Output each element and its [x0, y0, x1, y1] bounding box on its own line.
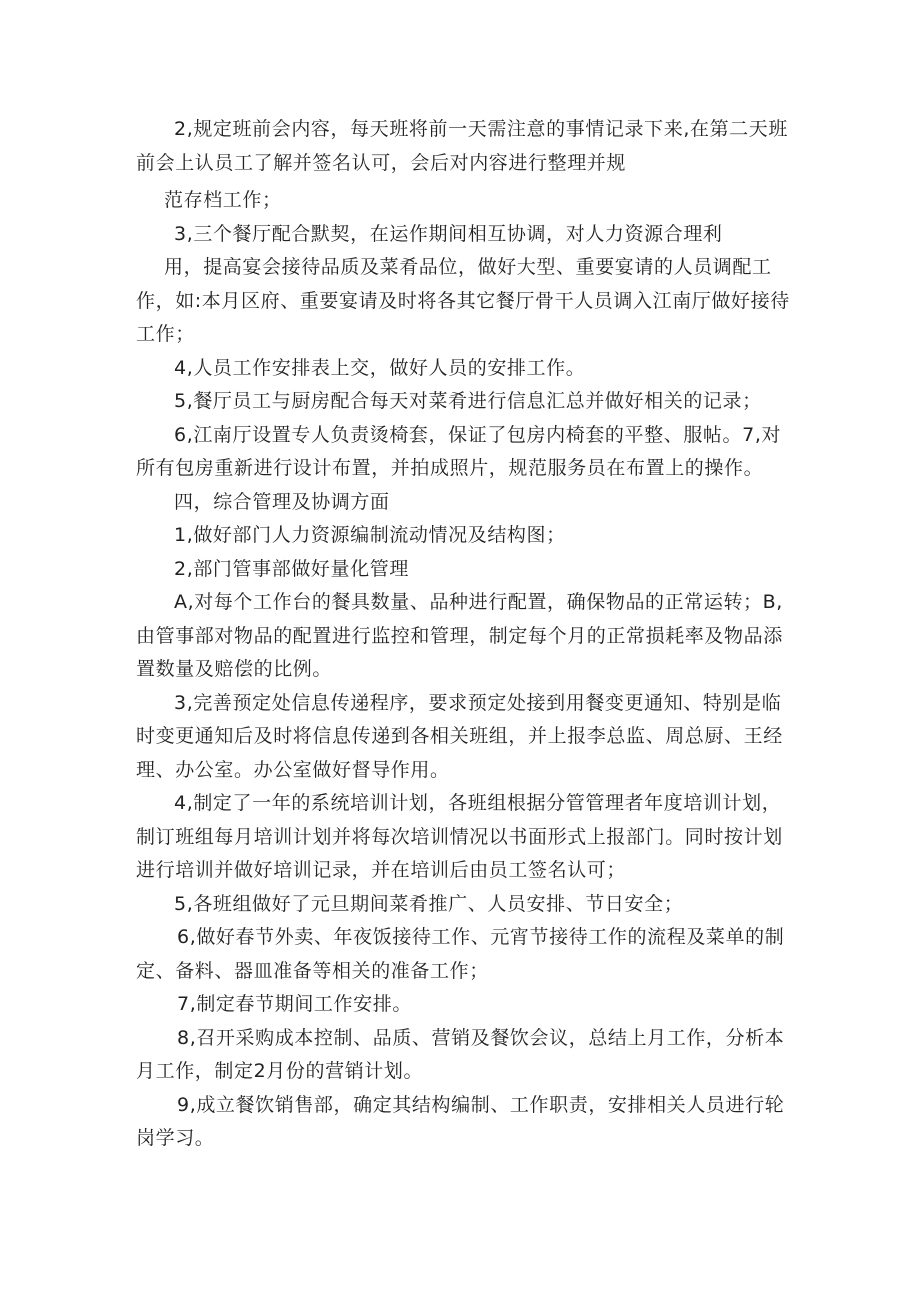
- paragraph-item-2: 2,规定班前会内容，每天班将前一天需注意的事情记录下来,在第二天班前会上认员工了解并签名认可，会后对内容进行整理并规: [136, 118, 788, 174]
- paragraph-continuation: 用，提高宴会接待品质及菜肴品位，做好大型、重要宴请的人员调配工作，如:本月区府、重要宴请及时将各其它餐厅骨干人员调入江南厅做好接待工作；: [136, 256, 790, 345]
- paragraph-continuation: 范存档工作；: [164, 189, 282, 211]
- paragraph-item-9: 9,成立餐饮销售部，确定其结构编制、工作职责，安排相关人员进行轮岗学习。: [136, 1093, 785, 1149]
- document-body: [136, 113, 796, 1156]
- paragraph-item-2: 2,部门管事部做好量化管理: [174, 557, 409, 580]
- paragraph-item-4: 4,制定了一年的系统培训计划，各班组根据分管管理者年度培训计划，制订班组每月培训计划并将每次培训情况以书面形式上报部门。同时按计划进行培训并做好培训记录，并在培训后由员工签名认可；: [136, 792, 783, 881]
- paragraph-item-8: 8,召开采购成本控制、品质、营销及餐饮会议，总结上月工作，分析本月工作，制定2月份的营销计划。: [136, 1026, 785, 1082]
- paragraph-item-5: 5,餐厅员工与厨房配合每天对菜肴进行信息汇总并做好相关的记录；: [174, 390, 762, 412]
- paragraph-item-a-b: A,对每个工作台的餐具数量、品种进行配置，确保物品的正常运转；B,由管事部对物品的配置进行监控和管理，制定每个月的正常损耗率及物品添置数量及赔偿的比例。: [136, 591, 783, 680]
- section-heading: 四，综合管理及协调方面: [174, 490, 390, 513]
- paragraph-item-5: 5,各班组做好了元旦期间菜肴推广、人员安排、节日安全；: [174, 892, 684, 915]
- paragraph-item-6: 6,做好春节外卖、年夜饭接待工作、元宵节接待工作的流程及菜单的制定、备料、器皿准备等相关的准备工作；: [136, 926, 785, 982]
- paragraph-item-7: 7,制定春节期间工作安排。: [177, 993, 412, 1015]
- paragraph-item-3: 3,完善预定处信息传递程序，要求预定处接到用餐变更通知、特别是临时变更通知后及时将信息传递到各相关班组，并上报李总监、周总厨、王经理、办公室。办公室做好督导作用。: [136, 691, 783, 781]
- paragraph-item-3: 3,三个餐厅配合默契，在运作期间相互协调，对人力资源合理利: [174, 222, 723, 245]
- paragraph-item-1: 1,做好部门人力资源编制流动情况及结构图；: [174, 524, 566, 546]
- paragraph-item-6: 6,江南厅设置专人负责烫椅套，保证了包房内椅套的平整、服帖。7,对所有包房重新进行设计布置，并拍成照片，规范服务员在布置上的操作。: [136, 423, 782, 479]
- paragraph-item-4: 4,人员工作安排表上交，做好人员的安排工作。: [174, 356, 586, 379]
